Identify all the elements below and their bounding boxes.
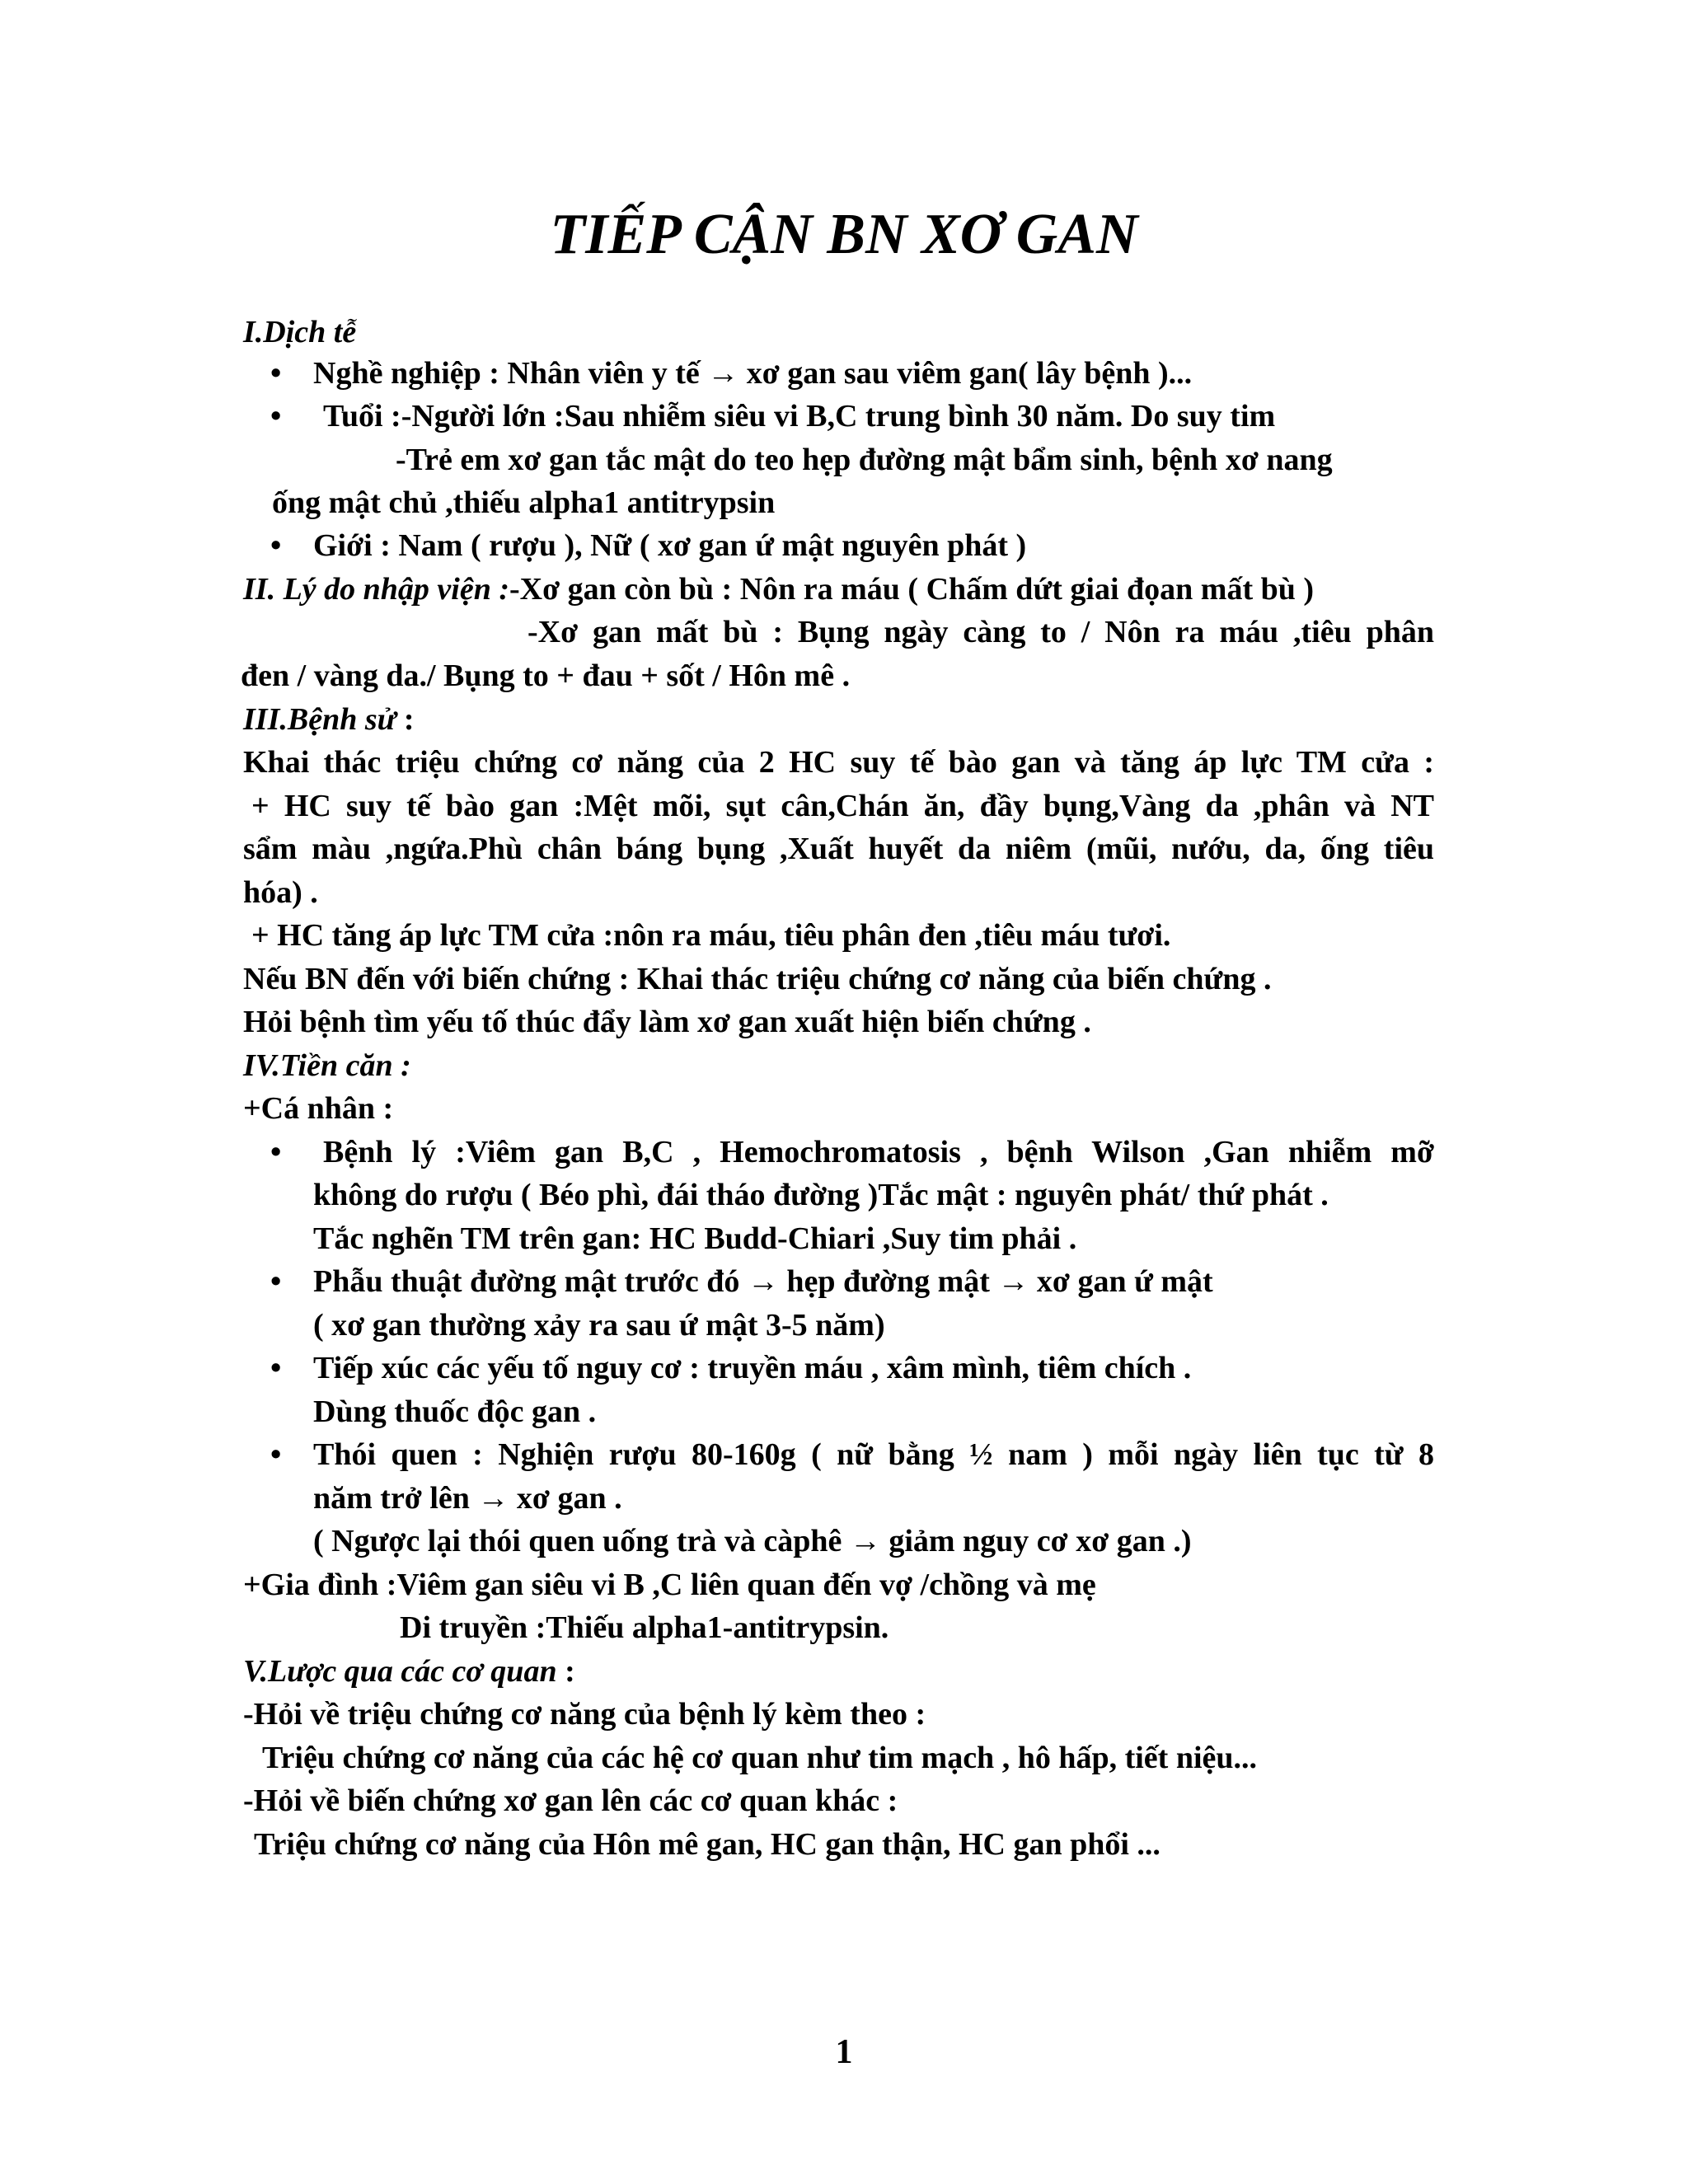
text-line: Giới : Nam ( rượu ), Nữ ( xơ gan ứ mật nguyên phát ) xyxy=(313,528,1027,563)
text-line: + HC suy tế bào gan :Mệt mõi, sụt cân,Chán ăn, đầy bụng,Vàng da ,phân và NT xyxy=(251,789,1434,823)
text-line: Tiếp xúc các yếu tố nguy cơ : truyền máu , xâm mình, tiêm chích . xyxy=(313,1351,1192,1385)
bullet-icon: • xyxy=(270,399,282,434)
text-line: +Gia đình :Viêm gan siêu vi B ,C liên quan đến vợ /chồng và mẹ xyxy=(243,1568,1096,1602)
bullet-icon: • xyxy=(270,1135,282,1169)
text-line: Triệu chứng cơ năng của Hôn mê gan, HC gan thận, HC gan phổi ... xyxy=(254,1827,1160,1862)
review-heading-line xyxy=(243,1651,575,1692)
reason-line xyxy=(243,569,1314,610)
text-line: Tuổi :-Người lớn :Sau nhiễm siêu vi B,C trung bình 30 năm. Do suy tim xyxy=(323,399,1276,434)
text-line: + HC tăng áp lực TM cửa :nôn ra máu, tiêu phân đen ,tiêu máu tươi. xyxy=(251,918,1171,953)
bullet-icon: • xyxy=(270,1437,282,1472)
text-line: Hỏi bệnh tìm yếu tố thúc đẩy làm xơ gan xuất hiện biến chứng . xyxy=(243,1005,1091,1039)
history-heading-line xyxy=(243,699,415,740)
section-heading-luoc-qua-cac-co-quan: V.Lược qua các cơ quan xyxy=(243,1654,557,1689)
text-line: Nếu BN đến với biến chứng : Khai thác triệu chứng cơ năng của biến chứng . xyxy=(243,962,1272,996)
page-number: 1 xyxy=(835,2033,853,2071)
text-line: Thói quen : Nghiện rượu 80-160g ( nữ bằng ½ nam ) mỗi ngày liên tục từ 8 xyxy=(313,1437,1434,1472)
text-line: +Cá nhân : xyxy=(243,1091,394,1126)
heading-colon: : xyxy=(556,1654,575,1689)
text-line: Phẫu thuật đường mật trước đó → hẹp đường mật → xơ gan ứ mật xyxy=(313,1264,1213,1299)
bullet-icon: • xyxy=(270,356,282,391)
text-line: ( xơ gan thường xảy ra sau ứ mật 3-5 năm) xyxy=(313,1308,885,1343)
text-line: ( Ngược lại thói quen uống trà và càphê → giảm nguy cơ xơ gan .) xyxy=(313,1524,1192,1558)
text-line: -Hỏi về biến chứng xơ gan lên các cơ quan khác : xyxy=(243,1783,898,1818)
text-line: Bệnh lý :Viêm gan B,C , Hemochromatosis , bệnh Wilson ,Gan nhiễm mỡ xyxy=(323,1135,1434,1169)
text-line: năm trở lên → xơ gan . xyxy=(313,1481,622,1516)
text-line: đen / vàng da./ Bụng to + đau + sốt / Hôn mê . xyxy=(241,658,851,693)
bullet-icon: • xyxy=(270,1264,282,1299)
section-heading-tien-can: IV.Tiền căn : xyxy=(243,1048,411,1083)
text-line: -Xơ gan mất bù : Bụng ngày càng to / Nôn ra máu ,tiêu phân xyxy=(528,615,1434,649)
heading-colon: : xyxy=(396,702,415,737)
text-line: hóa) . xyxy=(243,875,318,910)
text-line: -Xơ gan còn bù : Nôn ra máu ( Chấm dứt giai đọan mất bù ) xyxy=(509,572,1315,607)
text-line: sẩm màu ,ngứa.Phù chân báng bụng ,Xuất huyết da niêm (mũi, nướu, da, ống tiêu xyxy=(243,832,1434,866)
text-line: Nghề nghiệp : Nhân viên y tế → xơ gan sau viêm gan( lây bệnh )... xyxy=(313,356,1193,391)
text-line: ống mật chủ ,thiếu alpha1 antitrypsin xyxy=(272,485,776,520)
document-title: TIẾP CẬN BN XƠ GAN xyxy=(550,203,1138,266)
text-line: -Trẻ em xơ gan tắc mật do teo hẹp đường mật bẩm sinh, bệnh xơ nang xyxy=(396,443,1333,477)
text-line: Dùng thuốc độc gan . xyxy=(313,1394,597,1429)
text-line: Tắc nghẽn TM trên gan: HC Budd-Chiari ,Suy tim phải . xyxy=(313,1221,1077,1256)
text-line: -Hỏi về triệu chứng cơ năng của bệnh lý kèm theo : xyxy=(243,1697,926,1732)
section-heading-ly-do-nhap-vien: II. Lý do nhập viện : xyxy=(243,572,509,607)
section-heading-benh-su: III.Bệnh sử xyxy=(243,702,396,737)
text-line: không do rượu ( Béo phì, đái tháo đường )Tắc mật : nguyên phát/ thứ phát . xyxy=(313,1178,1329,1212)
text-line: Triệu chứng cơ năng của các hệ cơ quan như tim mạch , hô hấp, tiết niệu... xyxy=(262,1741,1258,1775)
text-line: Di truyền :Thiếu alpha1-antitrypsin. xyxy=(400,1610,889,1645)
bullet-icon: • xyxy=(270,528,282,563)
bullet-icon: • xyxy=(270,1351,282,1385)
section-heading-dich-te: I.Dịch tễ xyxy=(243,315,357,349)
text-line: Khai thác triệu chứng cơ năng của 2 HC suy tế bào gan và tăng áp lực TM cửa : xyxy=(243,745,1434,780)
